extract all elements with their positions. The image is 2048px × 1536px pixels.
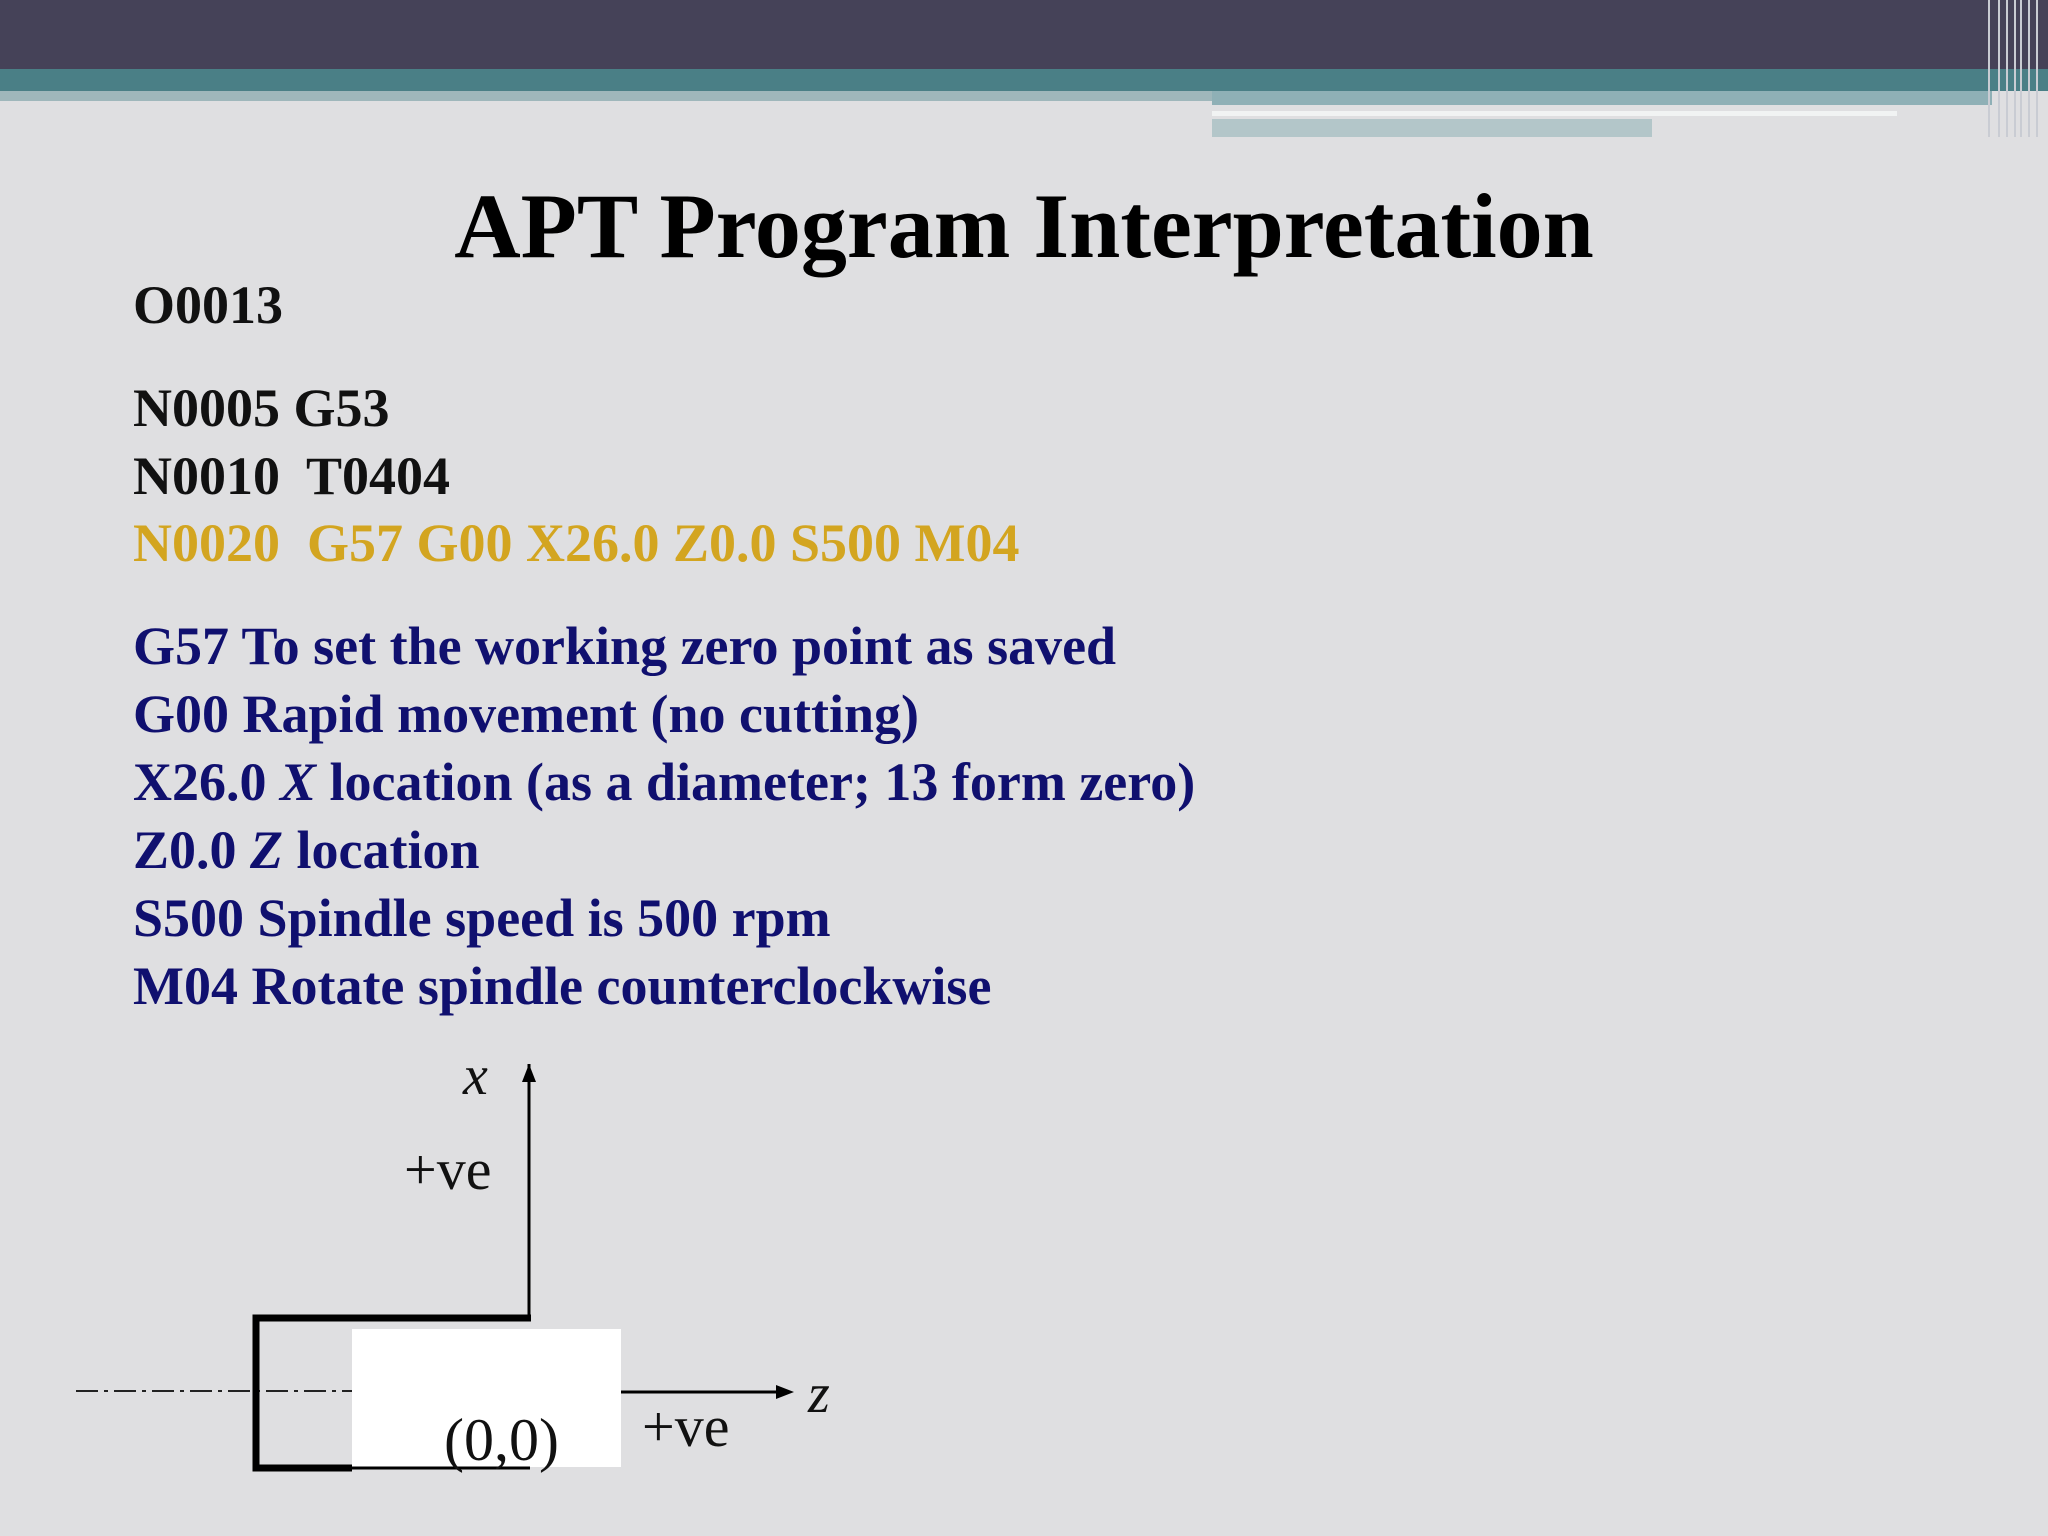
explanation-line [133,956,992,1016]
code-line: N0005 G53 [133,378,390,438]
explanation-axis: X [280,752,317,812]
explanation-line [133,616,1117,676]
explanation-code: Z0.0 [133,820,251,880]
explanation-text: location [283,820,480,880]
code-line: N0010 T0404 [133,446,451,506]
explanation-code: G00 [133,684,230,744]
header-right-block [1212,91,1992,105]
explanation-code: M04 [133,956,238,1016]
explanation-code: G57 [133,616,230,676]
explanation-line [133,888,831,948]
header-light-band [0,91,1212,101]
explanation-line [133,684,919,744]
header-accent-band [0,69,2048,91]
origin-label: (0,0) [444,1407,559,1473]
z-axis-label: z [808,1363,830,1425]
explanation-text: Rotate spindle counterclockwise [237,956,992,1016]
explanation-code: X26.0 [133,752,280,812]
explanation-code: S500 [133,888,245,948]
header-right-block-lower [1212,119,1652,137]
explanation-text: To set the working zero point as saved [229,616,1117,676]
z-positive-label: +ve [642,1394,730,1459]
slide-title: APT Program Interpretation [454,175,1594,277]
explanation-text: Rapid movement (no cutting) [229,684,919,744]
header-edge-stripes [1984,0,2048,137]
explanation-text: Spindle speed is 500 rpm [244,888,831,948]
explanation-axis: Z [250,820,284,880]
code-line-highlighted: N0020 G57 G00 X26.0 Z0.0 S500 M04 [133,513,1020,573]
program-number: O0013 [133,275,284,335]
explanation-text: location (as a diameter; 13 form zero) [316,752,1196,812]
explanation-line [133,752,1196,812]
explanation-line [133,820,480,880]
coordinate-diagram [0,1040,900,1536]
x-positive-label: +ve [404,1137,492,1202]
header-right-line [1212,111,1897,116]
x-axis-label: x [463,1045,488,1107]
header-band [0,0,2048,69]
